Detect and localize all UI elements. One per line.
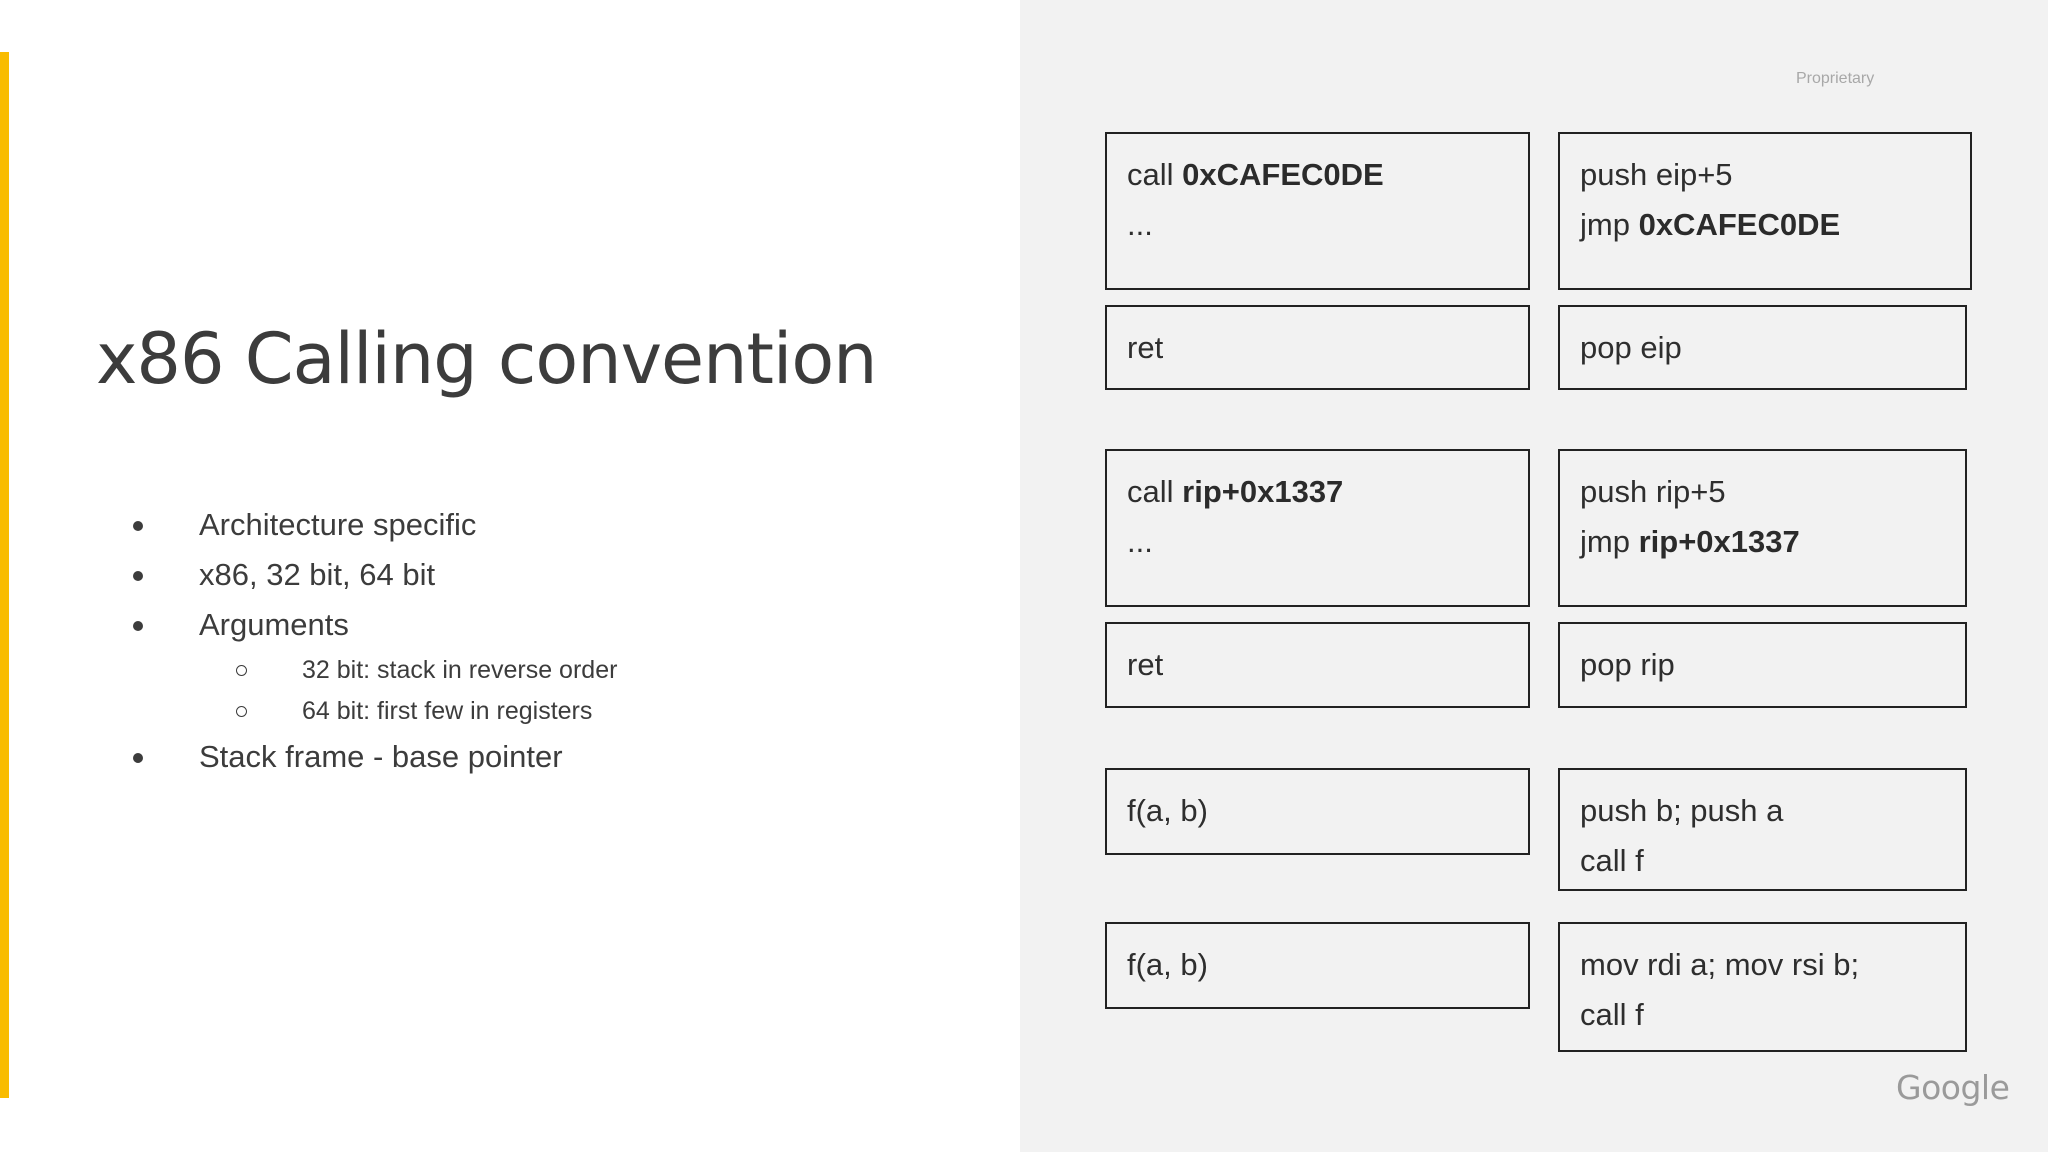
code-box (1105, 922, 1530, 1009)
code-text: push eip+5 (1580, 157, 1733, 192)
code-line (1127, 150, 1508, 200)
google-logo: Google (1896, 1068, 2010, 1107)
code-text: call f (1580, 997, 1644, 1032)
code-bold-text: 0xCAFEC0DE (1182, 157, 1384, 192)
code-text: mov rdi a; mov rsi b; (1580, 947, 1860, 982)
code-bold-text: 0xCAFEC0DE (1638, 207, 1841, 242)
code-line (1127, 467, 1508, 517)
sub-bullet-list (199, 650, 617, 732)
code-box (1558, 622, 1967, 708)
code-line (1580, 786, 1945, 836)
code-text: jmp (1580, 524, 1639, 559)
code-line (1580, 990, 1945, 1040)
code-line (1127, 517, 1508, 567)
code-text: f(a, b) (1127, 793, 1208, 828)
code-text: push b; push a (1580, 793, 1784, 828)
bullet-item (125, 600, 617, 732)
code-box (1558, 305, 1967, 390)
code-text: ret (1127, 647, 1164, 682)
code-line (1127, 940, 1508, 990)
code-text: call (1127, 157, 1183, 192)
code-text: ret (1127, 330, 1164, 365)
code-text: ... (1127, 207, 1153, 242)
code-line (1127, 323, 1508, 373)
code-line (1580, 640, 1945, 690)
code-box (1105, 305, 1530, 390)
bullet-item (125, 500, 617, 550)
code-text: pop rip (1580, 647, 1675, 682)
code-line (1580, 150, 1950, 200)
code-box (1558, 768, 1967, 891)
code-line (1127, 640, 1508, 690)
sub-bullet-text: 32 bit: stack in reverse order (302, 656, 618, 684)
bullet-dot-icon (133, 521, 143, 531)
code-bold-text: rip+0x1337 (1638, 524, 1800, 559)
bullet-text: Arguments (199, 607, 349, 642)
sub-bullet-item (125, 650, 617, 691)
code-line (1580, 940, 1945, 990)
code-line (1127, 786, 1508, 836)
sub-bullet-circle-icon (236, 665, 247, 676)
code-text: ... (1127, 524, 1153, 559)
sub-bullet-circle-icon (236, 706, 247, 717)
bullet-list (125, 500, 617, 782)
code-box (1558, 922, 1967, 1052)
sub-bullet-text: 64 bit: first few in registers (302, 697, 593, 725)
code-bold-text: rip+0x1337 (1182, 474, 1344, 509)
bullet-item (125, 732, 617, 782)
code-text: f(a, b) (1127, 947, 1208, 982)
code-box (1558, 449, 1967, 607)
code-line (1580, 200, 1950, 250)
code-line (1580, 323, 1945, 373)
proprietary-label: Proprietary (1796, 70, 1875, 87)
code-text: push rip+5 (1580, 474, 1726, 509)
bullet-dot-icon (133, 621, 143, 631)
code-text: jmp (1580, 207, 1639, 242)
code-line (1127, 200, 1508, 250)
accent-bar (0, 52, 9, 1098)
sub-bullet-item (125, 691, 617, 732)
code-text: call f (1580, 843, 1644, 878)
bullet-dot-icon (133, 753, 143, 763)
code-line (1580, 836, 1945, 886)
slide-title: x86 Calling convention (96, 318, 877, 400)
code-box (1105, 622, 1530, 708)
code-box (1558, 132, 1972, 290)
bullet-text: Stack frame - base pointer (199, 739, 563, 774)
code-line (1580, 467, 1945, 517)
code-box (1105, 768, 1530, 855)
code-box (1105, 449, 1530, 607)
code-line (1580, 517, 1945, 567)
code-text: call (1127, 474, 1183, 509)
bullet-text: x86, 32 bit, 64 bit (199, 557, 436, 592)
bullet-text: Architecture specific (199, 507, 477, 542)
bullet-dot-icon (133, 571, 143, 581)
bullet-item (125, 550, 617, 600)
code-box (1105, 132, 1530, 290)
code-text: pop eip (1580, 330, 1682, 365)
